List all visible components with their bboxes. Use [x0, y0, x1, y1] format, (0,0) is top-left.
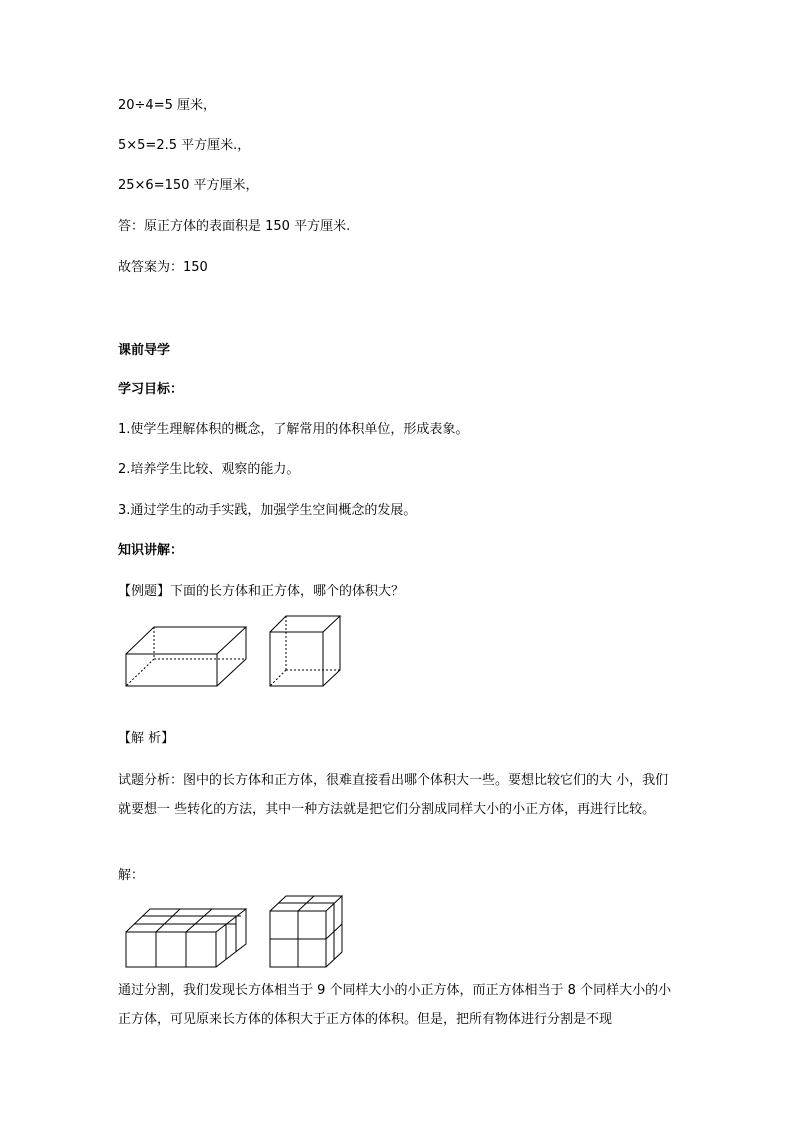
example-question: 【例题】下面的长方体和正方体，哪个的体积大？	[118, 584, 405, 599]
objective-item-1: 1.使学生理解体积的概念，了解常用的体积单位，形成表象。	[118, 422, 469, 437]
conclusion-text: 通过分割，我们发现长方体相当于 9 个同样大小的小正方体，而正方体相当于 8 个同样大小的小正方体，可见原来长方体的体积大于正方体的体积。但是，把所有物体进行分割是不现	[118, 983, 672, 1027]
objective-item-2: 2.培养学生比较、观察的能力。	[118, 462, 300, 477]
objectives-title: 学习目标：	[118, 382, 184, 397]
final-answer-line: 故答案为：150	[118, 260, 208, 275]
figure-cuboid-and-cube	[120, 610, 360, 692]
solution-label: 解：	[118, 868, 145, 883]
calc-line-3: 25×6=150 平方厘米，	[118, 178, 259, 193]
figure-divided-shapes	[120, 892, 360, 972]
analysis-title: 【解 析】	[118, 731, 175, 746]
divided-cuboid-shape	[126, 909, 246, 967]
answer-line: 答：原正方体的表面积是 150 平方厘米.	[118, 219, 351, 234]
analysis-text: 试题分析：图中的长方体和正方体，很难直接看出哪个体积大一些。要想比较它们的大 小，我们就要想一 些转化的方法，其中一种方法就是把它们分割成同样大小的小正方体，再进行比较。	[118, 773, 669, 817]
calc-line-2: 5×5=2.5 平方厘米.，	[118, 138, 251, 153]
knowledge-title: 知识讲解：	[118, 543, 184, 558]
divided-cube-shape	[270, 896, 342, 967]
cube-shape	[270, 616, 340, 686]
cuboid-shape	[126, 627, 246, 686]
objective-item-3: 3.通过学生的动手实践，加强学生空间概念的发展。	[118, 503, 417, 518]
calc-line-1: 20÷4=5 厘米，	[118, 98, 217, 113]
section-heading: 课前导学	[118, 343, 171, 358]
